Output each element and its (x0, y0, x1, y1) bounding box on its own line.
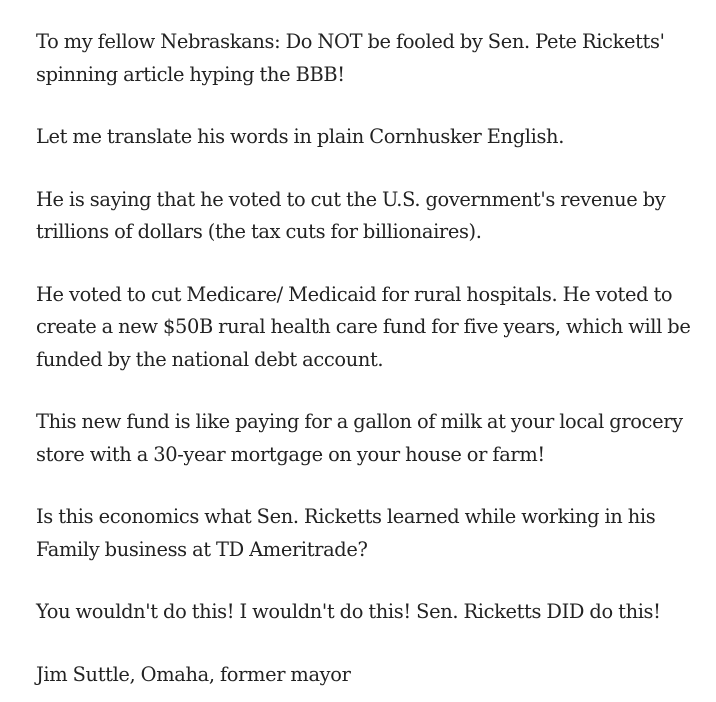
paragraph-translate (36, 121, 712, 154)
paragraph-line: Let me translate his words in plain Cornhusker English. (36, 125, 565, 148)
paragraph-line: This new fund is like paying for a gallon of milk at your local grocery (36, 410, 683, 433)
paragraph-line: He voted to cut Medicare/ Medicaid for rural hospitals. He voted to (36, 282, 673, 306)
paragraph-revenue (36, 184, 712, 249)
paragraph-line: To my fellow Nebraskans: Do NOT be fooled by Sen. Pete Ricketts' (36, 30, 665, 53)
paragraph-line: Is this economics what Sen. Ricketts learned while working in his (36, 505, 656, 528)
paragraph-economics-question (36, 501, 712, 566)
paragraph-line: create a new $50B rural health care fund for five years, which will be (36, 315, 691, 338)
paragraph-line: spinning article hyping the BBB! (36, 62, 345, 86)
paragraph-line: You wouldn't do this! I wouldn't do this! Sen. Ricketts DID do this! (36, 600, 661, 623)
paragraph-milk-analogy (36, 406, 712, 471)
signature: Jim Suttle, Omaha, former mayor (36, 662, 351, 686)
paragraph-line: He is saying that he voted to cut the U.S. government's revenue by (36, 187, 666, 211)
paragraph-line: trillions of dollars (the tax cuts for billionaires). (36, 220, 482, 243)
paragraph-line: funded by the national debt account. (36, 347, 384, 371)
paragraph-line: Family business at TD Ameritrade? (36, 537, 368, 561)
paragraph-medicare (36, 279, 712, 377)
letter-body (36, 26, 712, 691)
paragraph-closing (36, 596, 712, 629)
paragraph-greeting (36, 26, 712, 91)
paragraph-line: store with a 30-year mortgage on your house or farm! (36, 442, 545, 466)
